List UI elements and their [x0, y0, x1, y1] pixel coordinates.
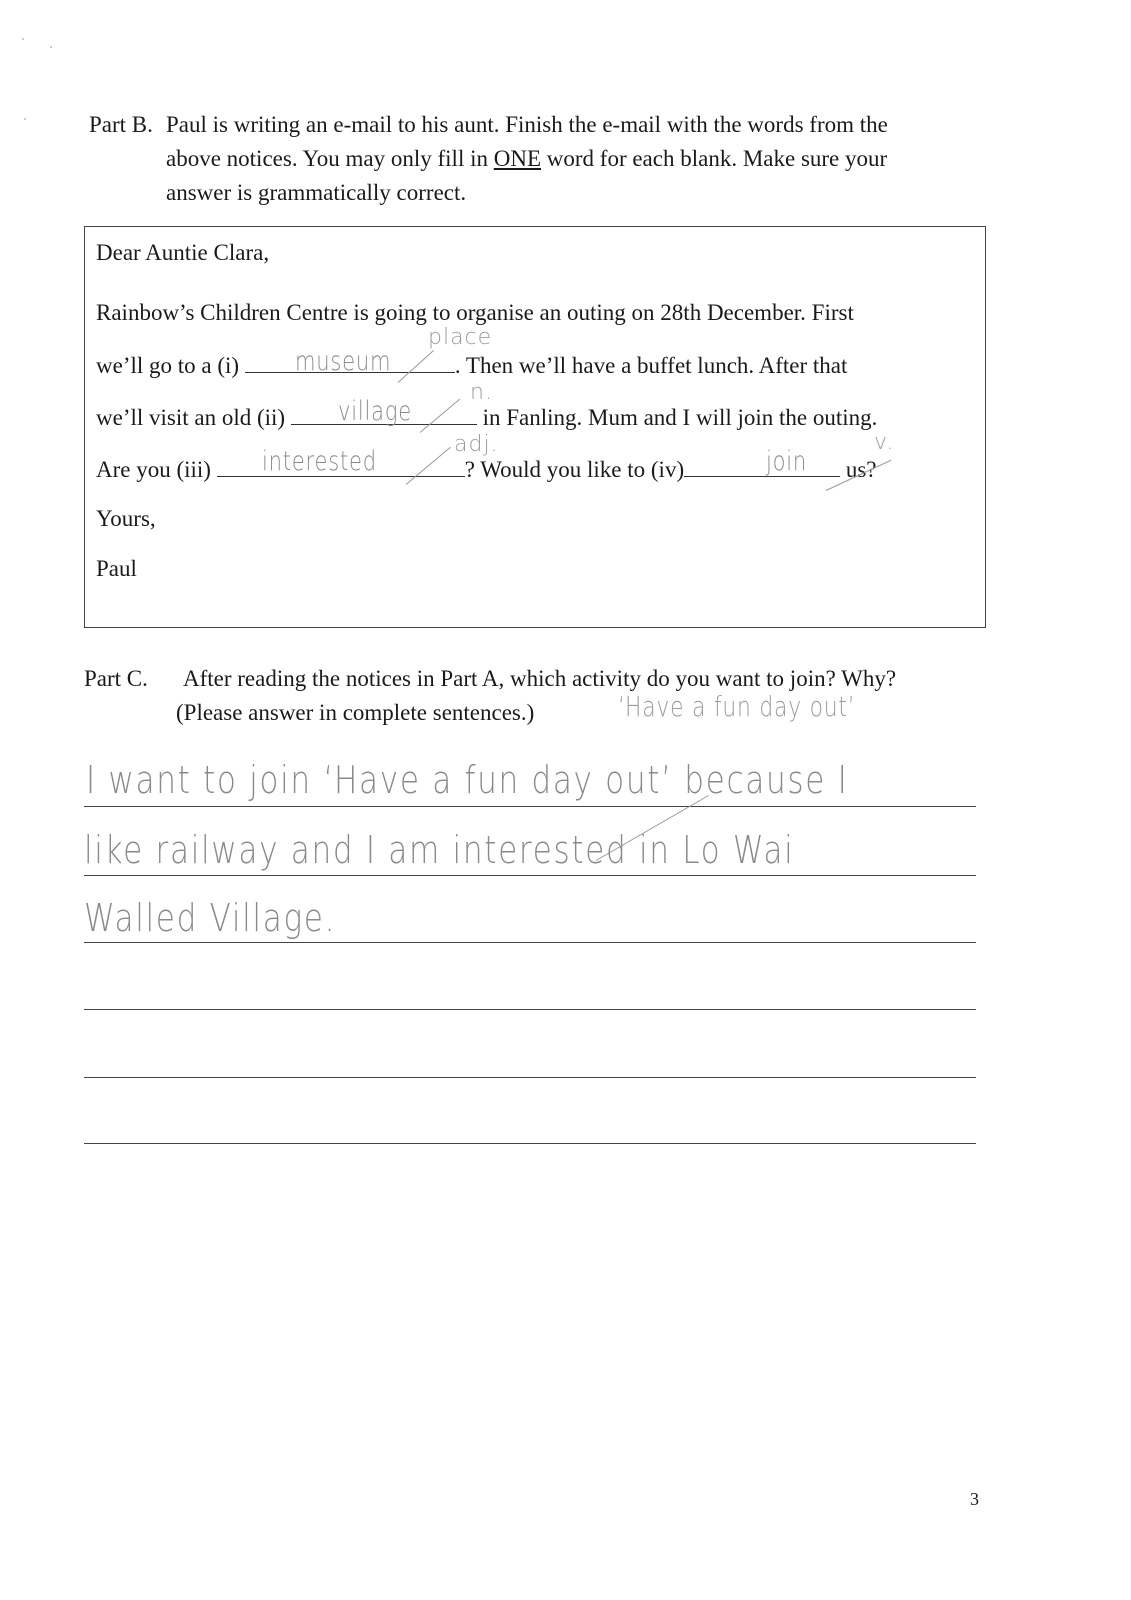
- answer-iii-handwriting: interested: [262, 446, 377, 477]
- email-text: we’ll go to a (i): [96, 353, 240, 378]
- part-c-answer-line-3: Walled Village.: [84, 896, 337, 940]
- part-b-label: Part B.: [89, 112, 153, 137]
- answer-i-handwriting: museum: [295, 346, 392, 377]
- email-text: Are you (iii): [96, 457, 211, 482]
- email-line-4: [96, 452, 877, 487]
- part-c-answer-line-2: like railway and I am interested in Lo Wai: [84, 828, 795, 872]
- blank-iv: [684, 452, 840, 477]
- part-b-instruction-line-1: Paul is writing an e-mail to his aunt. Finish the e-mail with the words from the: [166, 112, 888, 137]
- email-greeting: Dear Auntie Clara,: [96, 240, 270, 265]
- scan-speck: [24, 118, 26, 120]
- email-text: in Fanling. Mum and I will join the outing.: [482, 405, 878, 430]
- email-text: ? Would you like to (iv): [464, 457, 685, 482]
- teacher-note-iii: adj.: [454, 432, 499, 457]
- answer-rule: [84, 1077, 976, 1078]
- answer-rule: [84, 1143, 976, 1144]
- part-c-label: Part C.: [84, 666, 148, 691]
- part-c-question-line-1: After reading the notices in Part A, which activity do you want to join? Why?: [183, 666, 897, 691]
- answer-rule: [84, 875, 976, 876]
- instruction-emphasis: ONE: [493, 146, 542, 171]
- email-closing: Yours,: [96, 506, 156, 531]
- email-line-3: [96, 400, 877, 435]
- scan-speck: [22, 38, 24, 40]
- answer-iv-handwriting: join: [766, 446, 808, 477]
- instruction-text: above notices. You may only fill in: [166, 146, 488, 171]
- instruction-text: word for each blank. Make sure your: [546, 146, 888, 171]
- answer-rule: [84, 1009, 976, 1010]
- email-text: us?: [845, 457, 877, 482]
- teacher-note-ii: n.: [470, 380, 493, 405]
- answer-rule: [84, 806, 976, 807]
- answer-rule: [84, 942, 976, 943]
- email-line-2: [96, 348, 847, 383]
- teacher-note-part-c: ‘Have a fun day out’: [618, 690, 856, 723]
- part-b-instruction-line-3: answer is grammatically correct.: [166, 180, 467, 205]
- part-c-question-line-2: (Please answer in complete sentences.): [176, 700, 535, 725]
- email-line-1: Rainbow’s Children Centre is going to organise an outing on 28th December. First: [96, 300, 854, 325]
- email-signature: Paul: [96, 556, 137, 581]
- answer-ii-handwriting: village: [338, 396, 412, 427]
- teacher-note-i: place: [428, 325, 493, 350]
- email-text: . Then we’ll have a buffet lunch. After that: [454, 353, 848, 378]
- teacher-note-iv: v.: [874, 430, 895, 455]
- page-number: 3: [970, 1489, 979, 1509]
- part-c-answer-line-1: I want to join ‘Have a fun day out’ because I: [86, 758, 849, 802]
- email-text: we’ll visit an old (ii): [96, 405, 286, 430]
- scan-speck: [50, 46, 52, 48]
- part-b-instruction-line-2: [166, 142, 887, 176]
